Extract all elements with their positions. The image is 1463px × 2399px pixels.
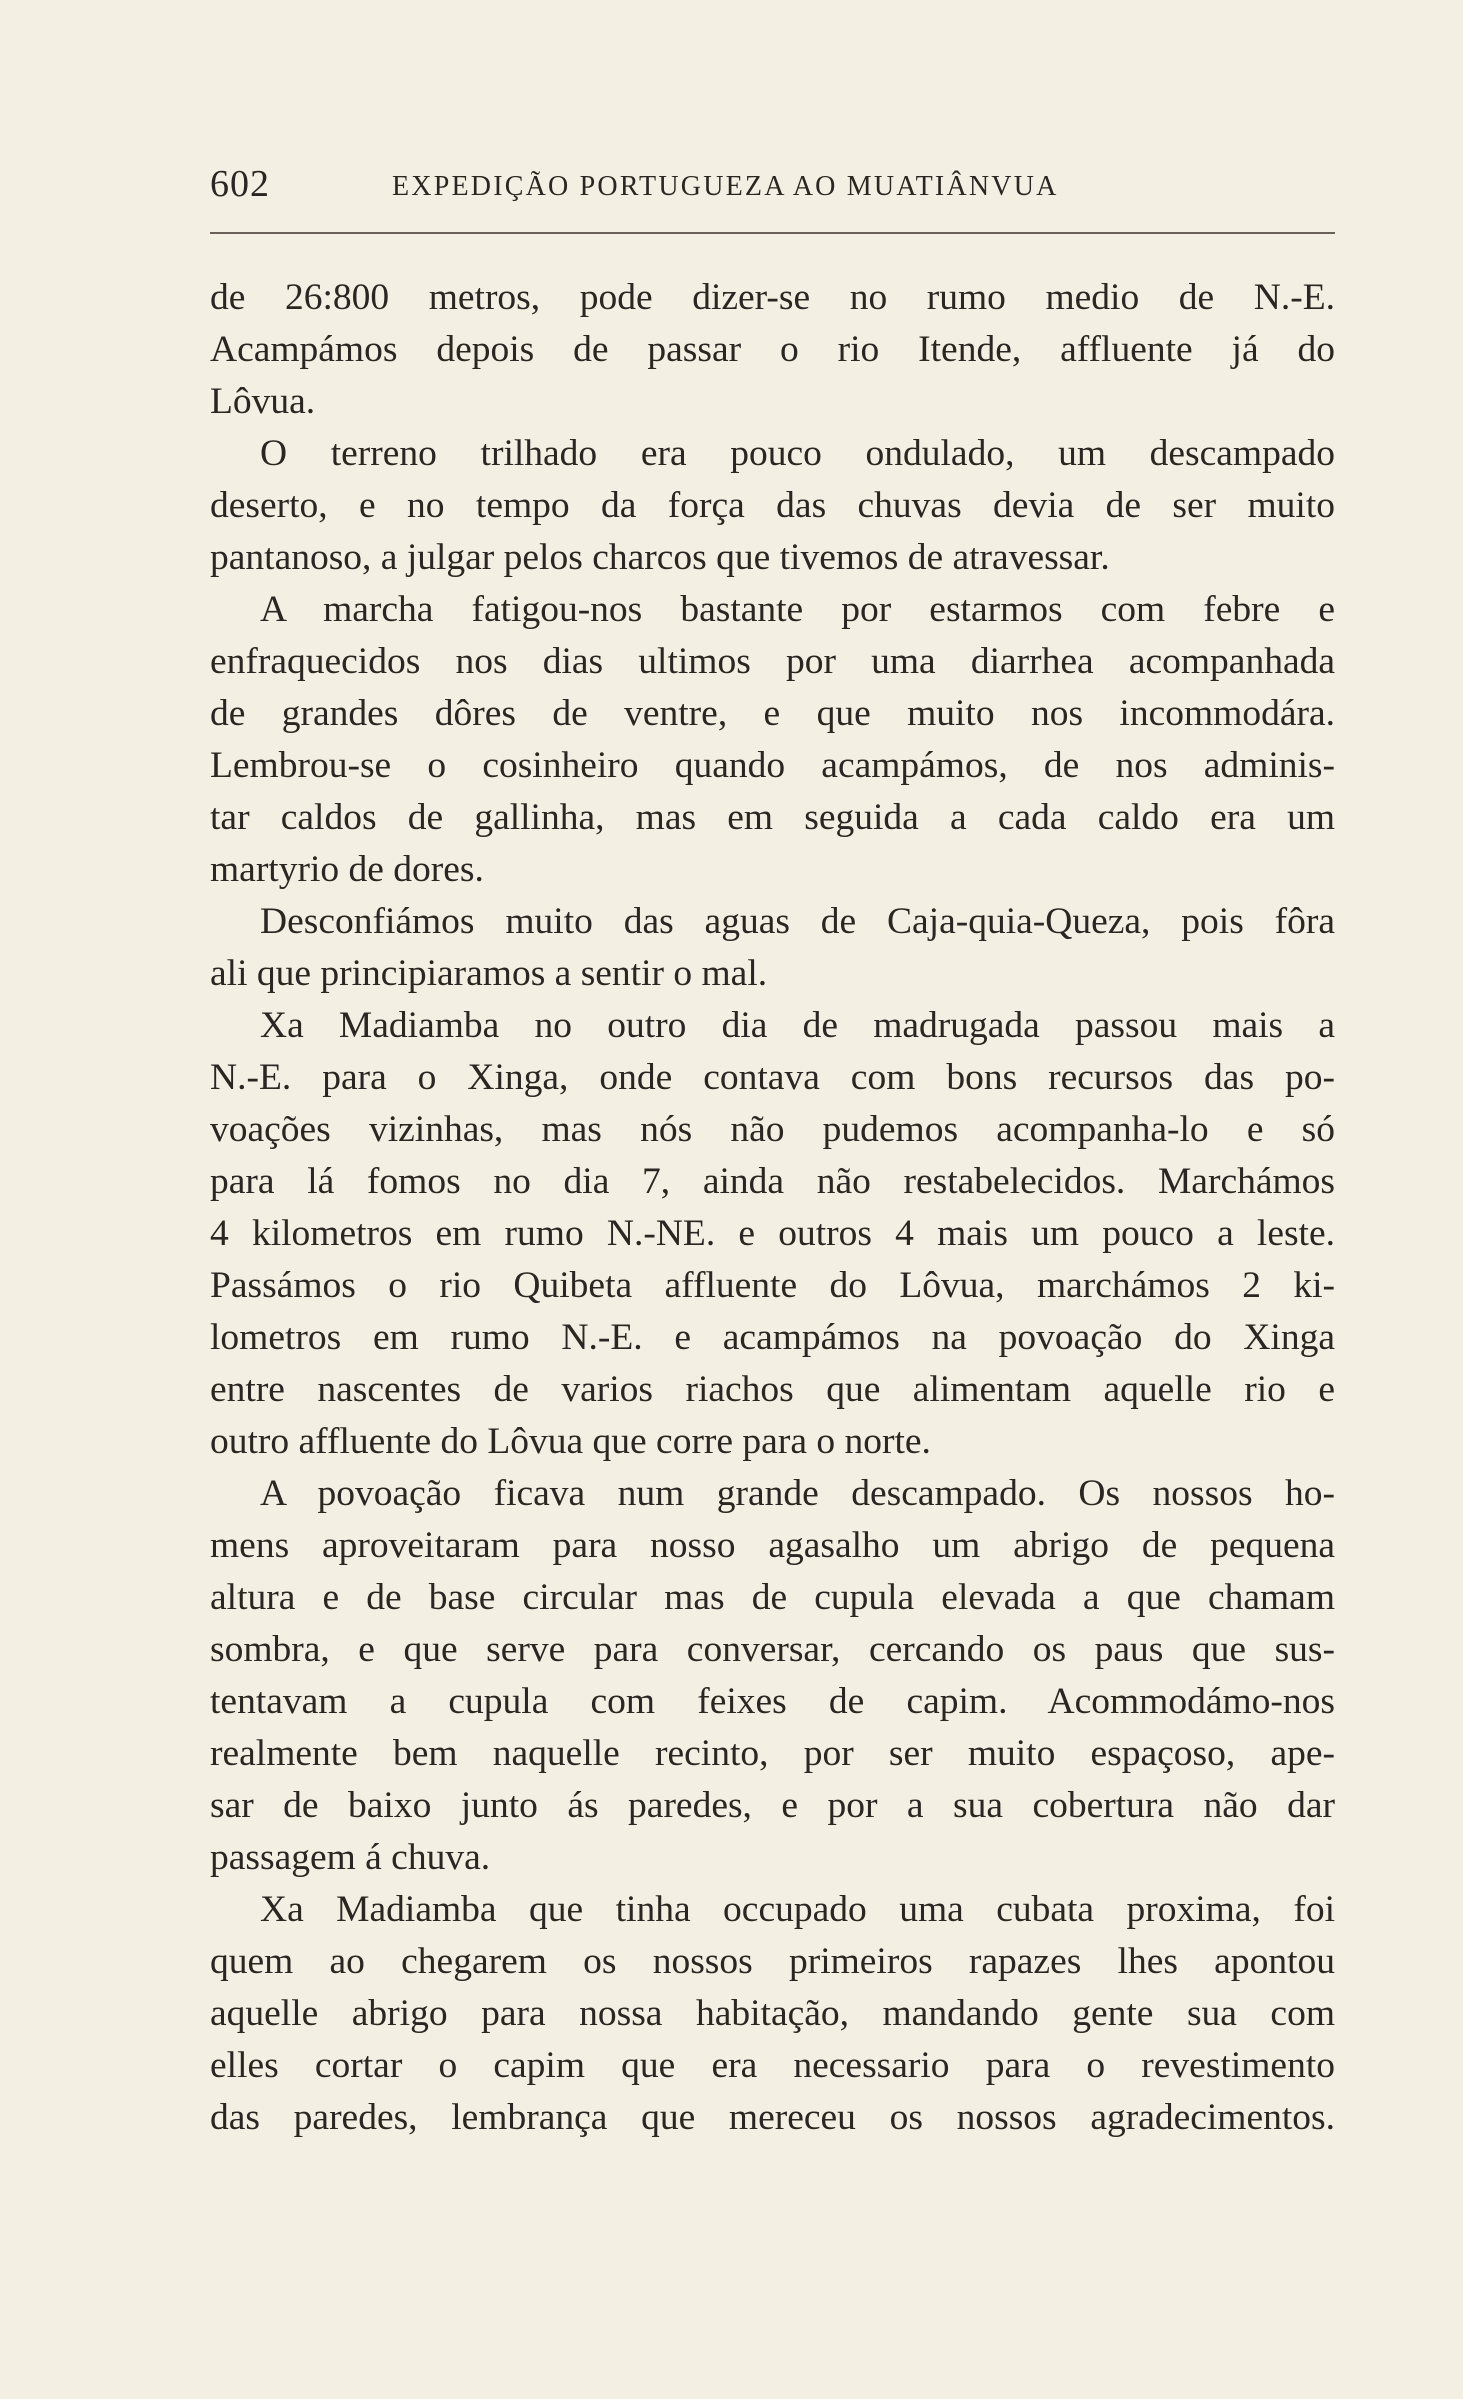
running-title: EXPEDIÇÃO PORTUGUEZA AO MUATIÂNVUA (392, 171, 1059, 202)
text-line: quem ao chegarem os nossos primeiros rapazes lhes apontou (210, 1941, 1335, 1982)
header-rule (210, 232, 1335, 234)
text-line: realmente bem naquelle recinto, por ser muito espaçoso, ape- (210, 1733, 1335, 1774)
text-line: enfraquecidos nos dias ultimos por uma diarrhea acompanhada (210, 641, 1335, 682)
text-line: lometros em rumo N.-E. e acampámos na povoação do Xinga (210, 1317, 1335, 1358)
text-line: pantanoso, a julgar pelos charcos que tivemos de atravessar. (210, 537, 1110, 578)
text-line: altura e de base circular mas de cupula elevada a que chamam (210, 1577, 1335, 1618)
text-line: sar de baixo junto ás paredes, e por a sua cobertura não dar (210, 1785, 1335, 1826)
text-line: Lembrou-se o cosinheiro quando acampámos, de nos adminis- (210, 745, 1335, 786)
text-line: outro affluente do Lôvua que corre para o norte. (210, 1421, 931, 1462)
page-number: 602 (210, 163, 270, 205)
text-line: mens aproveitaram para nosso agasalho um abrigo de pequena (210, 1525, 1335, 1566)
text-line: Passámos o rio Quibeta affluente do Lôvua, marchámos 2 ki- (210, 1265, 1335, 1306)
text-line: O terreno trilhado era pouco ondulado, um descampado (260, 433, 1335, 474)
text-line: ali que principiaramos a sentir o mal. (210, 953, 768, 994)
text-line: aquelle abrigo para nossa habitação, mandando gente sua com (210, 1993, 1335, 2034)
text-line: sombra, e que serve para conversar, cercando os paus que sus- (210, 1629, 1335, 1670)
text-line: para lá fomos no dia 7, ainda não restabelecidos. Marchámos (210, 1161, 1335, 1202)
text-line: entre nascentes de varios riachos que alimentam aquelle rio e (210, 1369, 1335, 1410)
text-line: de grandes dôres de ventre, e que muito nos incommodára. (210, 693, 1335, 734)
text-line: Xa Madiamba que tinha occupado uma cubata proxima, foi (260, 1889, 1335, 1930)
text-line: 4 kilometros em rumo N.-NE. e outros 4 mais um pouco a leste. (210, 1213, 1335, 1254)
text-line: martyrio de dores. (210, 849, 484, 890)
text-line: Xa Madiamba no outro dia de madrugada passou mais a (260, 1005, 1335, 1046)
text-line: Lôvua. (210, 381, 316, 422)
text-line: A povoação ficava num grande descampado. Os nossos ho- (260, 1473, 1335, 1514)
text-line: Desconfiámos muito das aguas de Caja-quia-Queza, pois fôra (260, 901, 1335, 942)
text-line: elles cortar o capim que era necessario para o revestimento (210, 2045, 1335, 2086)
text-line: tar caldos de gallinha, mas em seguida a cada caldo era um (210, 797, 1335, 838)
text-line: A marcha fatigou-nos bastante por estarmos com febre e (260, 589, 1335, 630)
text-line: de 26:800 metros, pode dizer-se no rumo medio de N.-E. (210, 277, 1335, 318)
text-line: Acampámos depois de passar o rio Itende, affluente já do (210, 329, 1335, 370)
text-line: das paredes, lembrança que mereceu os nossos agradecimentos. (210, 2097, 1335, 2138)
text-line: N.-E. para o Xinga, onde contava com bons recursos das po- (210, 1057, 1335, 1098)
text-line: deserto, e no tempo da força das chuvas devia de ser muito (210, 485, 1335, 526)
text-line: voações vizinhas, mas nós não pudemos acompanha-lo e só (210, 1109, 1335, 1150)
text-line: passagem á chuva. (210, 1837, 491, 1878)
text-line: tentavam a cupula com feixes de capim. Acommodámo-nos (210, 1681, 1335, 1722)
body-text (210, 272, 1335, 2144)
